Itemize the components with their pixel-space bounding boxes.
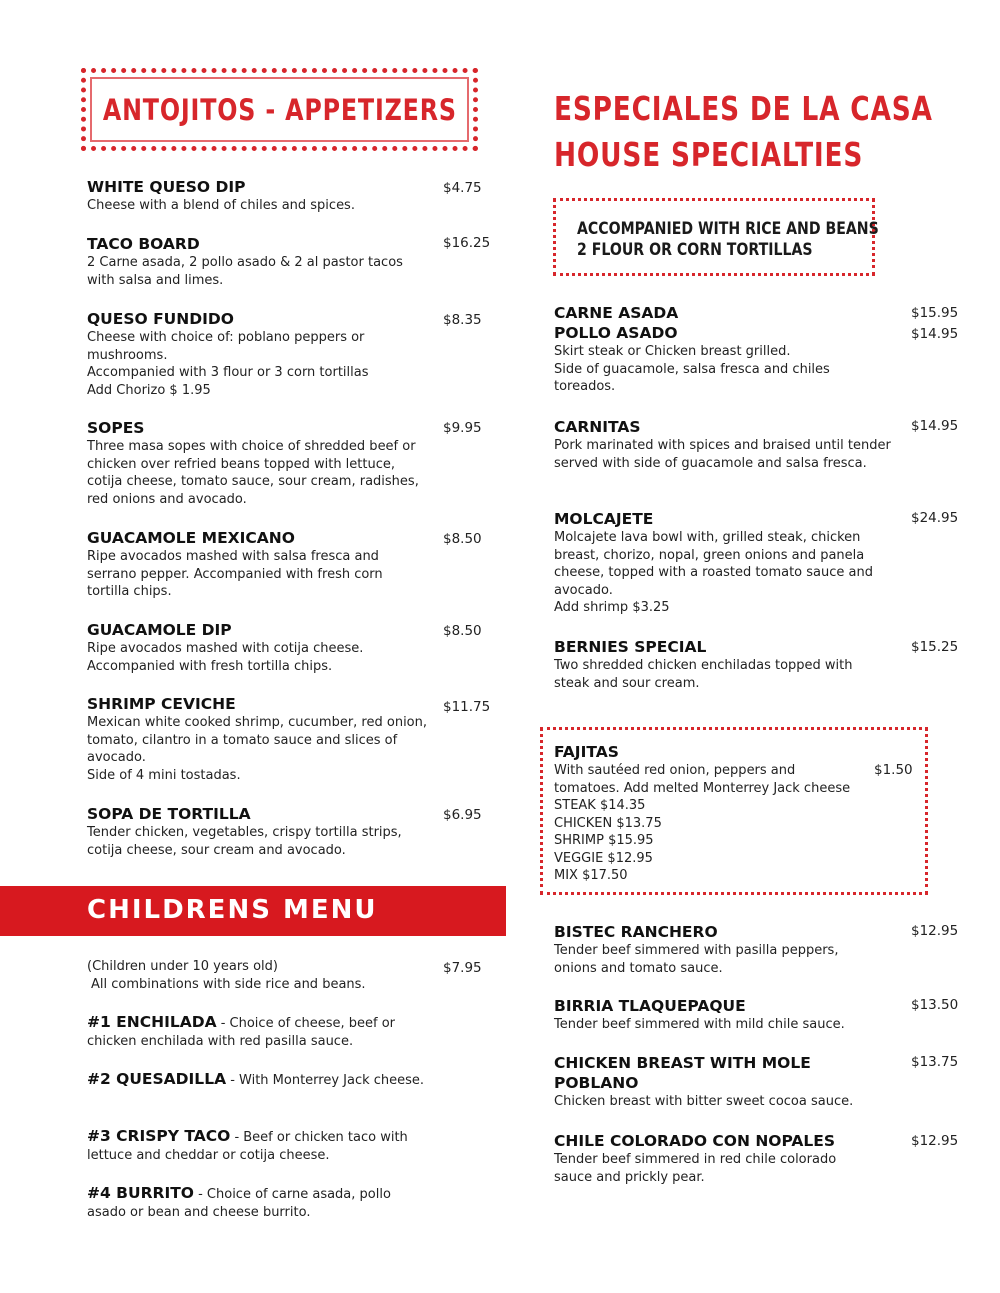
menu-item-carnitas bbox=[554, 417, 894, 472]
item-name: QUESO FUNDIDO bbox=[87, 310, 234, 328]
item-description: - Beef or chicken taco with lettuce and cheddar or cotija cheese. bbox=[87, 1130, 408, 1163]
item-description: - Choice of cheese, beef or chicken enchilada with red pasilla sauce. bbox=[87, 1016, 396, 1049]
childrens-age-note: (Children under 10 years old) bbox=[87, 959, 278, 974]
menu-item-white-queso-dip bbox=[87, 177, 437, 215]
item-name: GUACAMOLE MEXICANO bbox=[87, 529, 295, 547]
menu-item-taco-board bbox=[87, 234, 427, 289]
menu-item-sopes bbox=[87, 418, 427, 508]
childrens-item-crispy-taco bbox=[87, 1127, 427, 1165]
item-name: GUACAMOLE DIP bbox=[87, 621, 232, 639]
item-description: Tender beef simmered in red chile colorado sauce and prickly pear. bbox=[554, 1152, 837, 1185]
item-description: tomatoes. Add melted Monterrey Jack cheese bbox=[554, 780, 851, 796]
menu-item-sopa-de-tortilla bbox=[87, 804, 432, 859]
item-description: Skirt steak or Chicken breast grilled. bbox=[554, 344, 791, 359]
item-description: Side of 4 mini tostadas. bbox=[87, 767, 241, 783]
childrens-item-enchilada bbox=[87, 1013, 427, 1051]
item-price: $4.75 bbox=[443, 180, 482, 196]
fajitas-option-mix: MIX $17.50 bbox=[554, 868, 628, 883]
menu-item-birria-tlaquepaque bbox=[554, 996, 894, 1034]
menu-item-carne-pollo-asado bbox=[554, 303, 874, 396]
childrens-item-quesadilla bbox=[87, 1070, 427, 1090]
fajitas-option-chicken: CHICKEN $13.75 bbox=[554, 815, 662, 831]
childrens-menu-banner bbox=[0, 886, 506, 936]
appetizers-title-frame bbox=[81, 68, 478, 151]
item-price: $6.95 bbox=[443, 807, 482, 823]
item-name: CARNE ASADA bbox=[554, 304, 679, 322]
item-description: - Choice of carne asada, pollo asado or bean and cheese burrito. bbox=[87, 1187, 391, 1220]
menu-item-bernies-special bbox=[554, 637, 884, 692]
item-name: SHRIMP CEVICHE bbox=[87, 695, 236, 713]
item-description: Accompanied with 3 flour or 3 corn tortillas bbox=[87, 365, 369, 380]
specials-title bbox=[554, 86, 933, 178]
item-price: $12.95 bbox=[911, 923, 959, 939]
item-name: FAJITAS bbox=[554, 743, 619, 761]
item-description: Two shredded chicken enchiladas topped with steak and sour cream. bbox=[554, 658, 853, 691]
item-name: #4 BURRITO bbox=[87, 1184, 194, 1202]
item-description: Chicken breast with bitter sweet cocoa sauce. bbox=[554, 1094, 854, 1109]
menu-item-shrimp-ceviche bbox=[87, 694, 455, 784]
childrens-note bbox=[87, 958, 427, 994]
accompaniment-line-2: 2 FLOUR OR CORN TORTILLAS bbox=[577, 240, 813, 260]
childrens-price: $7.95 bbox=[443, 960, 482, 976]
fajitas-option-steak: STEAK $14.35 bbox=[554, 798, 646, 813]
item-name: #3 CRISPY TACO bbox=[87, 1127, 231, 1145]
item-name: SOPA DE TORTILLA bbox=[87, 805, 251, 823]
item-name: POLLO ASADO bbox=[554, 324, 678, 342]
item-description: Side of guacamole, salsa fresca and chiles toreados. bbox=[554, 361, 830, 394]
item-description: Molcajete lava bowl with, grilled steak, chicken breast, chorizo, nopal, green onions and panela cheese, topped with a roasted tomato sauce and avocado. bbox=[554, 530, 873, 598]
fajitas-addon-price: $1.50 bbox=[874, 762, 913, 778]
fajitas-option-shrimp: SHRIMP $15.95 bbox=[554, 833, 654, 848]
item-price: $11.75 bbox=[443, 699, 491, 715]
item-price: $8.50 bbox=[443, 623, 482, 639]
item-name: BERNIES SPECIAL bbox=[554, 638, 707, 656]
menu-item-guacamole-mexicano bbox=[87, 528, 417, 601]
item-price: $8.50 bbox=[443, 531, 482, 547]
item-price: $8.35 bbox=[443, 312, 482, 328]
item-name: TACO BOARD bbox=[87, 235, 200, 253]
item-price: $13.75 bbox=[911, 1054, 959, 1070]
appetizers-title: ANTOJITOS - APPETIZERS bbox=[102, 92, 457, 127]
item-description: - With Monterrey Jack cheese. bbox=[226, 1073, 425, 1088]
item-description: Add Chorizo $ 1.95 bbox=[87, 382, 211, 398]
item-price: $15.25 bbox=[911, 639, 959, 655]
item-description: With sautéed red onion, peppers and bbox=[554, 763, 796, 778]
menu-item-queso-fundido bbox=[87, 309, 397, 399]
item-description: Ripe avocados mashed with salsa fresca and serrano pepper. Accompanied with fresh corn tortilla chips. bbox=[87, 549, 383, 599]
item-description: Tender chicken, vegetables, crispy tortilla strips, cotija cheese, sour cream and avocado. bbox=[87, 825, 402, 858]
item-name: CHILE COLORADO CON NOPALES bbox=[554, 1132, 836, 1150]
menu-item-guacamole-dip bbox=[87, 620, 397, 675]
menu-item-molcajete bbox=[554, 509, 896, 617]
item-name: BIRRIA TLAQUEPAQUE bbox=[554, 997, 746, 1015]
item-price: $9.95 bbox=[443, 420, 482, 436]
menu-item-chicken-mole bbox=[554, 1053, 884, 1111]
item-description: Three masa sopes with choice of shredded beef or chicken over refried beans topped with lettuce, cotija cheese, tomato sauce, sour cream, radishes, red onions and avocado. bbox=[87, 439, 419, 507]
menu-item-chile-colorado bbox=[554, 1131, 874, 1186]
item-description: Add shrimp $3.25 bbox=[554, 600, 670, 615]
item-name: CARNITAS bbox=[554, 418, 641, 436]
menu-item-bistec-ranchero bbox=[554, 922, 884, 977]
item-price: $13.50 bbox=[911, 997, 959, 1013]
item-description: Cheese with choice of: poblano peppers or mushrooms. bbox=[87, 330, 365, 363]
childrens-item-burrito bbox=[87, 1184, 427, 1222]
item-price: $14.95 bbox=[911, 418, 959, 434]
accompaniment-note-box bbox=[553, 198, 879, 276]
childrens-sides-note: All combinations with side rice and beans. bbox=[91, 977, 366, 992]
item-name: CHICKEN BREAST WITH MOLE POBLANO bbox=[554, 1054, 811, 1092]
item-price: $15.95 bbox=[911, 305, 959, 321]
accompaniment-line-1: ACCOMPANIED WITH RICE AND BEANS bbox=[577, 219, 879, 239]
item-description: Tender beef simmered with pasilla peppers, onions and tomato sauce. bbox=[554, 943, 839, 976]
item-description: Cheese with a blend of chiles and spices. bbox=[87, 198, 355, 213]
item-description: Pork marinated with spices and braised until tender served with side of guacamole and salsa fresca. bbox=[554, 438, 891, 471]
item-name: MOLCAJETE bbox=[554, 510, 654, 528]
item-price: $24.95 bbox=[911, 510, 959, 526]
item-name: #2 QUESADILLA bbox=[87, 1070, 227, 1088]
childrens-menu-title: CHILDRENS MENU bbox=[87, 895, 378, 925]
specials-title-spanish: ESPECIALES DE LA CASA bbox=[554, 89, 933, 128]
item-description: Tender beef simmered with mild chile sauce. bbox=[554, 1017, 845, 1032]
specials-title-english: HOUSE SPECIALTIES bbox=[554, 135, 864, 174]
item-name: #1 ENCHILADA bbox=[87, 1013, 217, 1031]
item-description: 2 Carne asada, 2 pollo asado & 2 al pastor tacos with salsa and limes. bbox=[87, 255, 403, 288]
fajitas-option-veggie: VEGGIE $12.95 bbox=[554, 850, 653, 866]
menu-item-fajitas bbox=[554, 742, 884, 885]
item-price: $16.25 bbox=[443, 235, 491, 251]
item-name: SOPES bbox=[87, 419, 145, 437]
item-name: BISTEC RANCHERO bbox=[554, 923, 718, 941]
item-price: $12.95 bbox=[911, 1133, 959, 1149]
item-description: Mexican white cooked shrimp, cucumber, red onion, tomato, cilantro in a tomato sauce and slices of avocado. bbox=[87, 715, 428, 765]
item-description: Ripe avocados mashed with cotija cheese. Accompanied with fresh tortilla chips. bbox=[87, 641, 364, 674]
item-price: $14.95 bbox=[911, 326, 959, 342]
item-name: WHITE QUESO DIP bbox=[87, 178, 246, 196]
